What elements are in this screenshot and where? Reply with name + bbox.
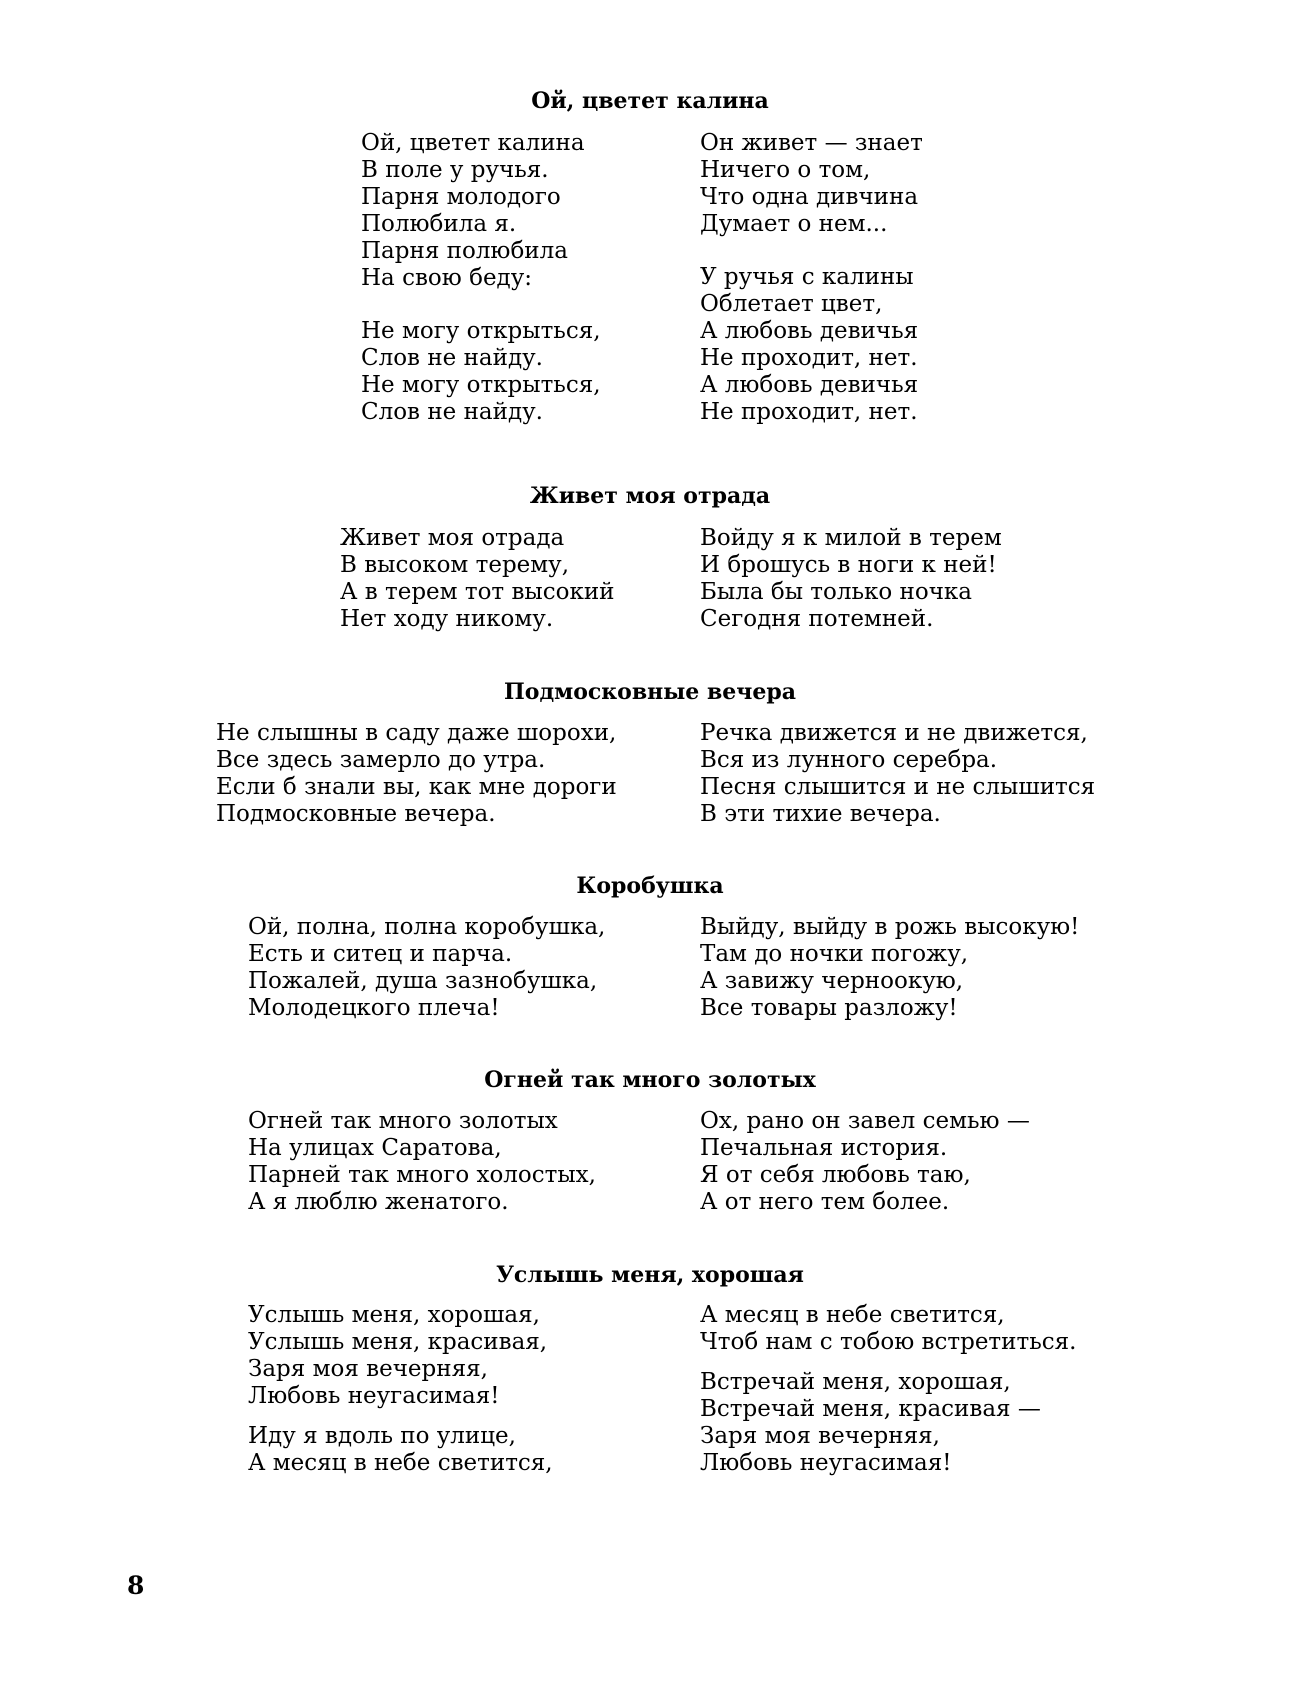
verse-line: А любовь девичья <box>700 372 919 398</box>
verse-line: А завижу черноокую, <box>700 968 964 994</box>
song-verse-left <box>216 720 617 828</box>
verse-line: А я люблю женатого. <box>248 1189 509 1215</box>
verse-line: В поле у ручья. <box>361 157 549 183</box>
verse-line: Ой, цветет калина <box>361 130 585 156</box>
song-title: Ой, цветет калина <box>531 88 769 114</box>
verse-line: Есть и ситец и парча. <box>248 941 513 967</box>
song-title: Живет моя отрада <box>529 483 771 509</box>
verse-line: Была бы только ночка <box>700 579 973 605</box>
song-verse-left <box>248 914 605 1022</box>
verse-line: Не могу открыться, <box>361 372 601 398</box>
verse-line: Он живет — знает <box>700 130 923 156</box>
verse-line: Там до ночки погожу, <box>700 941 969 967</box>
verse-line: А месяц в небе светится, <box>248 1450 553 1476</box>
song-verse-left <box>340 525 614 633</box>
verse-line: Любовь неугасимая! <box>700 1450 952 1476</box>
stanza-gap <box>700 238 923 264</box>
verse-line: Все товары разложу! <box>700 995 958 1021</box>
verse-line: В высоком терему, <box>340 552 570 578</box>
verse-line: Ой, полна, полна коробушка, <box>248 914 606 940</box>
verse-line: Встречай меня, хорошая, <box>700 1369 1011 1395</box>
verse-line: Услышь меня, красивая, <box>248 1329 548 1355</box>
song-verse-left <box>248 1108 596 1216</box>
page-number: 8 <box>127 1571 145 1600</box>
verse-line: Чтоб нам с тобою встретиться. <box>700 1329 1077 1355</box>
stanza-gap <box>248 1410 553 1423</box>
verse-line: Слов не найду. <box>361 399 543 425</box>
verse-line: И брошусь в ноги к ней! <box>700 552 997 578</box>
stanza-gap <box>700 1356 1076 1369</box>
song-verse-right <box>700 1108 1030 1216</box>
stanza-gap <box>361 292 601 318</box>
verse-line: Не могу открыться, <box>361 318 601 344</box>
song-verse-right <box>700 130 923 426</box>
verse-line: Облетает цвет, <box>700 291 883 317</box>
verse-line: А в терем тот высокий <box>340 579 615 605</box>
verse-line: На свою беду: <box>361 265 532 291</box>
verse-line: Не слышны в саду даже шорохи, <box>216 720 617 746</box>
verse-line: Войду я к милой в терем <box>700 525 1002 551</box>
song-title: Подмосковные вечера <box>504 679 796 705</box>
song-verse-left <box>248 1302 553 1477</box>
song-verse-right <box>700 525 1002 633</box>
verse-line: Огней так много золотых <box>248 1108 558 1134</box>
verse-line: Ничего о том, <box>700 157 871 183</box>
verse-line: Вся из лунного серебра. <box>700 747 998 773</box>
song-verse-right <box>700 914 1079 1022</box>
verse-line: У ручья с калины <box>700 264 914 290</box>
verse-line: А от него тем более. <box>700 1189 950 1215</box>
verse-line: Любовь неугасимая! <box>248 1383 500 1409</box>
verse-line: Парня полюбила <box>361 238 568 264</box>
verse-line: Встречай меня, красивая — <box>700 1396 1041 1422</box>
verse-line: Молодецкого плеча! <box>248 995 500 1021</box>
verse-line: Если б знали вы, как мне дороги <box>216 774 617 800</box>
verse-line: Думает о нем... <box>700 211 888 237</box>
verse-line: Я от себя любовь таю, <box>700 1162 971 1188</box>
verse-line: Заря моя вечерняя, <box>700 1423 940 1449</box>
song-verse-right <box>700 1302 1076 1477</box>
verse-line: А месяц в небе светится, <box>700 1302 1005 1328</box>
verse-line: Сегодня потемней. <box>700 606 934 632</box>
verse-line: Полюбила я. <box>361 211 517 237</box>
verse-line: Иду я вдоль по улице, <box>248 1423 516 1449</box>
verse-line: Печальная история. <box>700 1135 948 1161</box>
verse-line: Что одна дивчина <box>700 184 919 210</box>
song-title: Огней так много золотых <box>484 1067 816 1093</box>
verse-line: Все здесь замерло до утра. <box>216 747 546 773</box>
verse-line: Речка движется и не движется, <box>700 720 1088 746</box>
verse-line: Услышь меня, хорошая, <box>248 1302 540 1328</box>
verse-line: На улицах Саратова, <box>248 1135 502 1161</box>
verse-line: А любовь девичья <box>700 318 919 344</box>
verse-line: Парня молодого <box>361 184 561 210</box>
verse-line: Заря моя вечерняя, <box>248 1356 488 1382</box>
verse-line: Песня слышится и не слышится <box>700 774 1096 800</box>
verse-line: В эти тихие вечера. <box>700 801 941 827</box>
song-verse-left <box>361 130 601 426</box>
song-verse-right <box>700 720 1095 828</box>
verse-line: Выйду, выйду в рожь высокую! <box>700 914 1080 940</box>
verse-line: Ох, рано он завел семью — <box>700 1108 1030 1134</box>
song-title: Услышь меня, хорошая <box>496 1262 804 1288</box>
verse-line: Пожалей, душа зазнобушка, <box>248 968 598 994</box>
song-title: Коробушка <box>576 873 724 899</box>
verse-line: Парней так много холостых, <box>248 1162 596 1188</box>
verse-line: Подмосковные вечера. <box>216 801 496 827</box>
verse-line: Живет моя отрада <box>340 525 565 551</box>
verse-line: Слов не найду. <box>361 345 543 371</box>
verse-line: Не проходит, нет. <box>700 345 918 371</box>
verse-line: Нет ходу никому. <box>340 606 554 632</box>
verse-line: Не проходит, нет. <box>700 399 918 425</box>
